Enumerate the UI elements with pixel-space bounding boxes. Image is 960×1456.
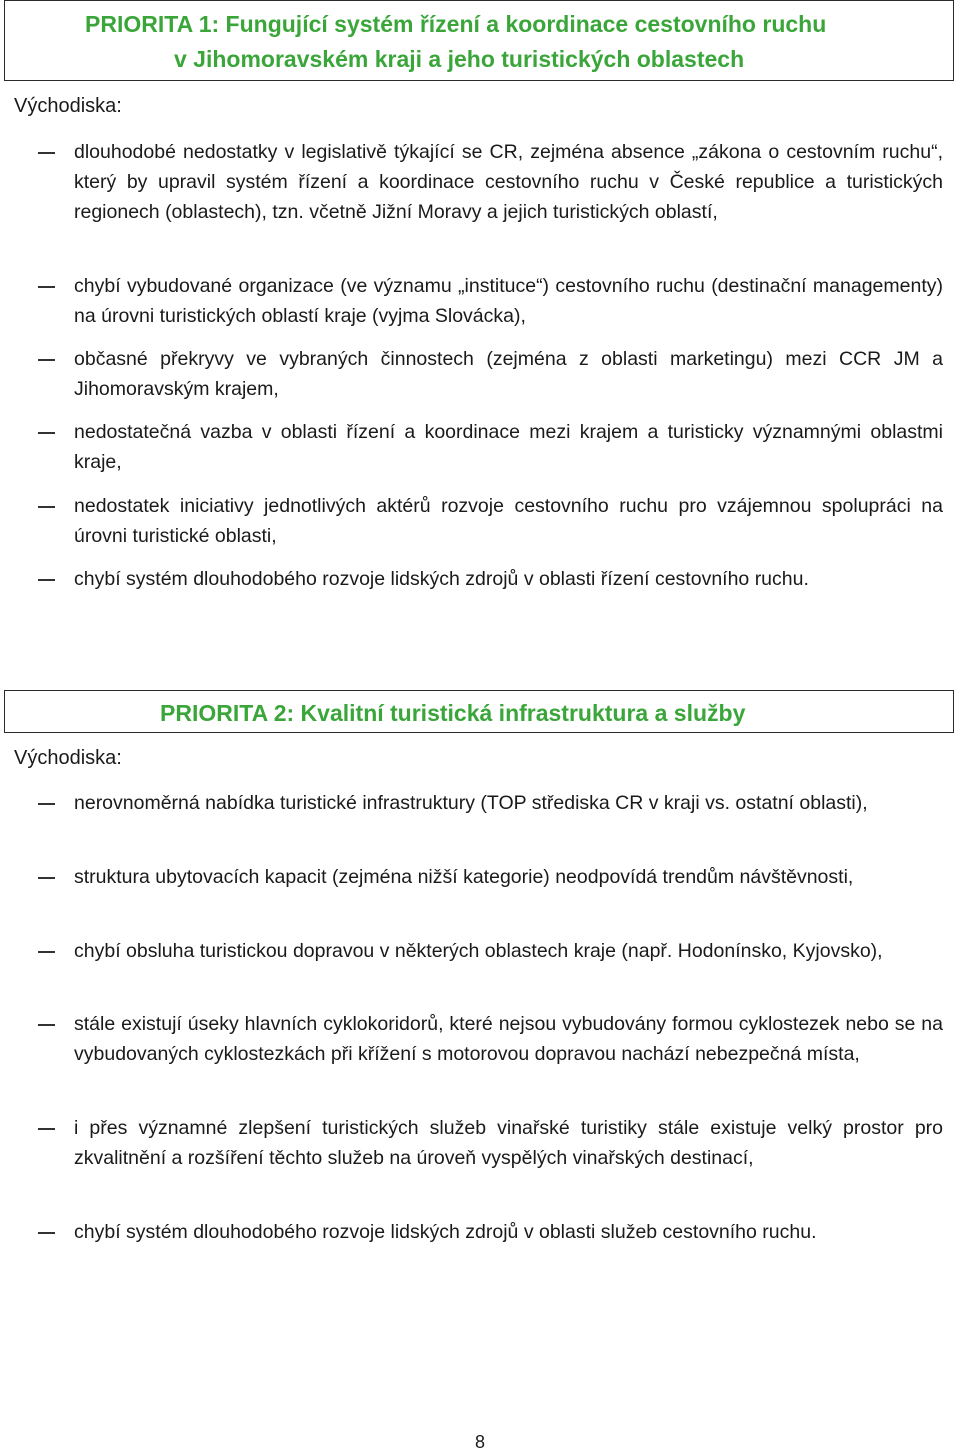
dash-bullet-icon <box>38 877 55 879</box>
dash-bullet-icon <box>38 359 55 361</box>
list-item: nedostatečná vazba v oblasti řízení a koordinace mezi krajem a turisticky významnými oblastmi kraje, <box>74 421 943 473</box>
list-item: nedostatek iniciativy jednotlivých aktérů rozvoje cestovního ruchu pro vzájemnou spolupráci na úrovni turistické oblasti, <box>74 495 943 547</box>
list-item: stále existují úseky hlavních cyklokoridorů, které nejsou vybudovány formou cyklostezek nebo se na vybudovaných cyklostezkách při křížení s motorovou dopravou nachází nebezpečná místa, <box>74 1013 943 1065</box>
page-number: 8 <box>474 1432 485 1452</box>
dash-bullet-icon <box>38 803 55 805</box>
priority-2-label: Východiska: <box>14 747 122 769</box>
dash-bullet-icon <box>38 1024 55 1026</box>
dash-bullet-icon <box>38 432 55 434</box>
list-item: dlouhodobé nedostatky v legislativě týkající se CR, zejména absence „zákona o cestovním ruchu“, který by upravil systém řízení a koordinace cestovního ruchu v České republice a turistických regionech (oblastech), tzn. včetně Jižní Moravy a jejich turistických oblastí, <box>74 141 943 223</box>
list-item: chybí vybudované organizace (ve významu „instituce“) cestovního ruchu (destinační managementy) na úrovni turistických oblastí kraje (vyjma Slovácka), <box>74 275 943 327</box>
list-item: nerovnoměrná nabídka turistické infrastruktury (TOP střediska CR v kraji vs. ostatní oblasti), <box>74 792 868 814</box>
list-item: struktura ubytovacích kapacit (zejména nižší kategorie) neodpovídá trendům návštěvnosti, <box>74 866 854 888</box>
dash-bullet-icon <box>38 1232 55 1234</box>
dash-bullet-icon <box>38 506 55 508</box>
priority-2-title: PRIORITA 2: Kvalitní turistická infrastruktura a služby <box>160 700 746 726</box>
list-item: chybí obsluha turistickou dopravou v některých oblastech kraje (např. Hodonínsko, Kyjovsko), <box>74 940 883 962</box>
dash-bullet-icon <box>38 579 55 581</box>
priority-1-title-line-2: v Jihomoravském kraji a jeho turistických oblastech <box>174 46 745 72</box>
dash-bullet-icon <box>38 951 55 953</box>
list-item: i přes významné zlepšení turistických služeb vinařské turistiky stále existuje velký prostor pro zkvalitnění a rozšíření těchto služeb na úroveň vyspělých vinařských destinací, <box>74 1117 943 1169</box>
dash-bullet-icon <box>38 1128 55 1130</box>
dash-bullet-icon <box>38 152 55 154</box>
list-item: občasné překryvy ve vybraných činnostech (zejména z oblasti marketingu) mezi CCR JM a Jihomoravským krajem, <box>74 348 943 400</box>
list-item: chybí systém dlouhodobého rozvoje lidských zdrojů v oblasti služeb cestovního ruchu. <box>74 1221 817 1243</box>
priority-1-label: Východiska: <box>14 95 122 117</box>
priority-1-title-line-1: PRIORITA 1: Fungující systém řízení a koordinace cestovního ruchu <box>85 11 827 37</box>
dash-bullet-icon <box>38 286 55 288</box>
list-item: chybí systém dlouhodobého rozvoje lidských zdrojů v oblasti řízení cestovního ruchu. <box>74 568 809 590</box>
